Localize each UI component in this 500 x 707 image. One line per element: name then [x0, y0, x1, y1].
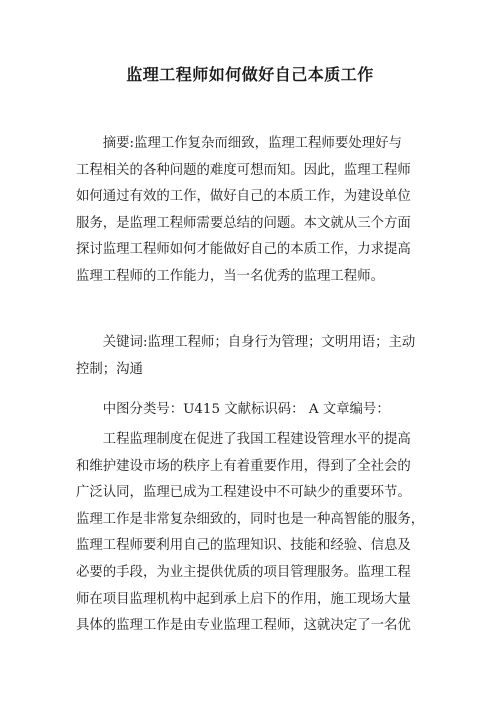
body-line: 具体的监理工作是由专业监理工程师，这就决定了一名优 [76, 618, 411, 634]
keywords-line: 关键词:监理工程师；自身行为管理；文明用语；主动 [76, 335, 416, 350]
body-line: 必要的手段，为业主提供优质的项目管理服务。监理工程 [76, 564, 411, 580]
body-line: 广泛认同，监理已成为工程建设中不可缺少的重要环节。 [76, 485, 411, 501]
document-title: 监理工程师如何做好自己本质工作 [126, 65, 374, 84]
abstract-line: 探讨监理工程师如何才能做好自己的本质工作，力求提高 [76, 242, 411, 258]
classification-text: 中图分类号：U415 文献标识码： A 文章编号： [76, 402, 390, 417]
abstract-paragraph [76, 131, 428, 291]
abstract-line: 如何通过有效的工作，做好自己的本质工作，为建设单位 [76, 189, 411, 205]
body-line: 师在项目监理机构中起到承上启下的作用，施工现场大量 [76, 591, 411, 607]
abstract-line: 监理工程师的工作能力，当一名优秀的监理工程师。 [76, 268, 384, 284]
abstract-line: 工程相关的各种问题的难度可想而知。因此，监理工程师 [76, 162, 411, 178]
body-line: 监理工作是非常复杂细致的，同时也是一种高智能的服务， [76, 511, 425, 527]
keywords-line: 控制；沟通 [76, 361, 143, 377]
abstract-line: 摘要:监理工作复杂而细致，监理工程师要处理好与 [76, 136, 402, 151]
abstract-line: 服务，是监理工程师需要总结的问题。本文就从三个方面 [76, 215, 411, 231]
body-paragraph [76, 427, 428, 640]
body-line: 监理工程师要利用自己的监理知识、技能和经验、信息及 [76, 538, 411, 554]
body-line: 和维护建设市场的秩序上有着重要作用，得到了全社会的 [76, 458, 411, 474]
keywords-paragraph [76, 330, 428, 383]
body-line: 工程监理制度在促进了我国工程建设管理水平的提高 [76, 432, 411, 447]
classification-line [76, 397, 428, 424]
